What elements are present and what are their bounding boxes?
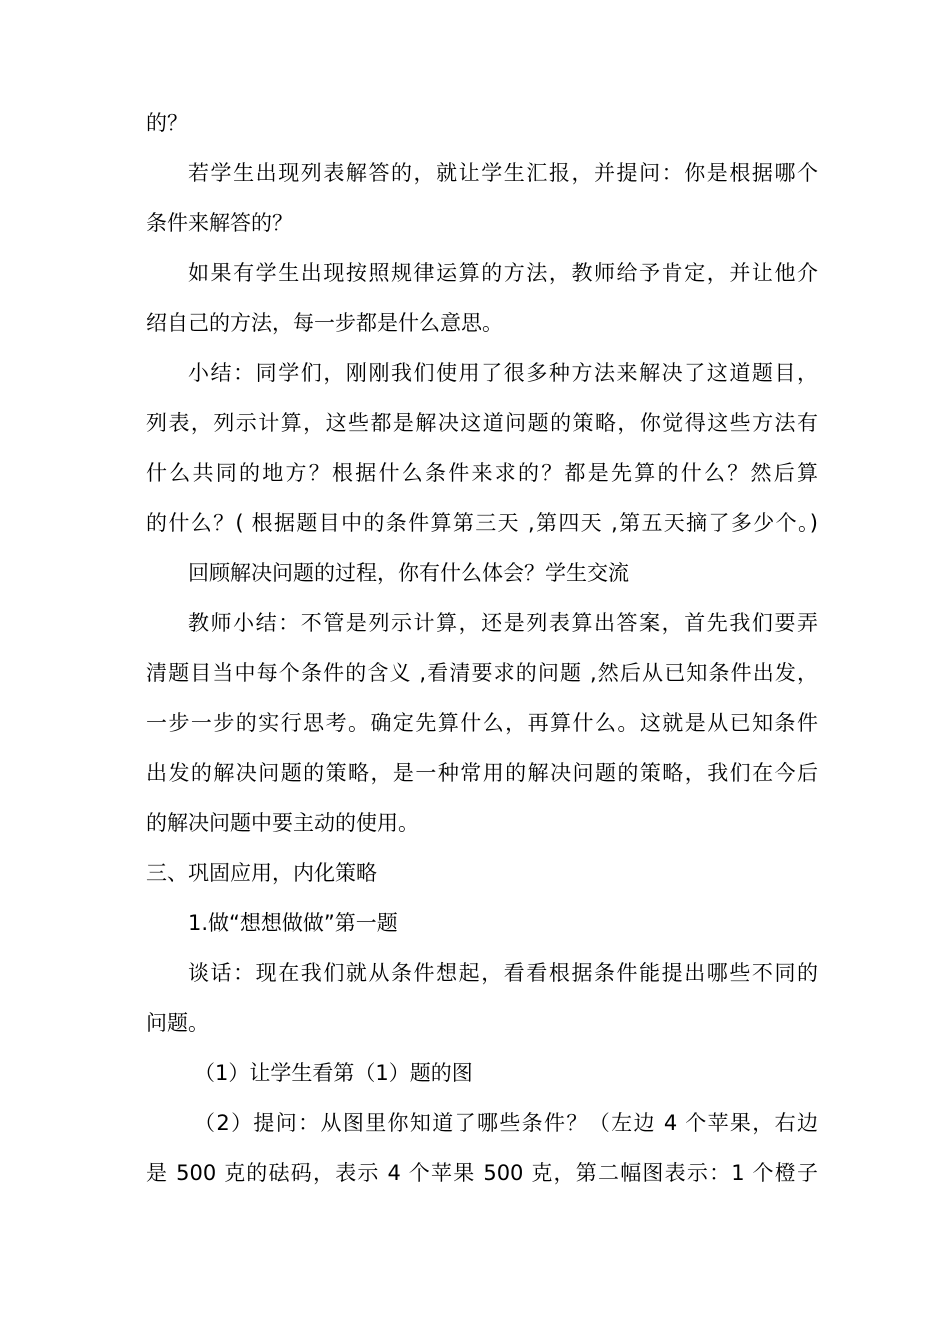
text-line: 教师小结：不管是列示计算，还是列表算出答案，首先我们要弄 [188,611,818,635]
text-line: 是 500 克的砝码，表示 4 个苹果 500 克，第二幅图表示：1 个橙子 [146,1161,818,1185]
text-line: 小结：同学们，刚刚我们使用了很多种方法来解决了这道题目， [188,361,818,385]
text-line: 列表，列示计算，这些都是解决这道问题的策略，你觉得这些方法有 [146,411,818,435]
text-line: 问题。 [146,1011,209,1035]
text-line: 一步一步的实行思考。确定先算什么，再算什么。这就是从已知条件 [146,711,818,735]
text-line: （1）让学生看第（1）题的图 [194,1061,473,1085]
text-line: 的解决问题中要主动的使用。 [146,811,419,835]
text-line: 清题目当中每个条件的含义 ,看清要求的问题 ,然后从已知条件出发， [146,661,818,685]
text-line: 1.做“想想做做”第一题 [188,911,398,935]
text-line: 谈话：现在我们就从条件想起，看看根据条件能提出哪些不同的 [188,961,818,985]
section-heading: 三、巩固应用，内化策略 [146,861,377,885]
text-line: 的什么？( 根据题目中的条件算第三天 ,第四天 ,第五天摘了多少个。) [146,511,818,535]
text-line: 出发的解决问题的策略，是一种常用的解决问题的策略，我们在今后 [146,761,818,785]
text-line: 回顾解决问题的过程，你有什么体会？学生交流 [188,561,629,585]
document-body [146,98,818,1198]
text-line: 条件来解答的？ [146,211,293,235]
text-line: 绍自己的方法，每一步都是什么意思。 [146,311,503,335]
text-line: 的？ [146,111,188,135]
text-line: 什么共同的地方？根据什么条件来求的？都是先算的什么？然后算 [146,461,818,485]
text-line: 若学生出现列表解答的，就让学生汇报，并提问：你是根据哪个 [188,161,818,185]
text-line: 如果有学生出现按照规律运算的方法，教师给予肯定，并让他介 [188,261,818,285]
text-line: （2）提问：从图里你知道了哪些条件？（左边 4 个苹果，右边 [194,1111,818,1135]
